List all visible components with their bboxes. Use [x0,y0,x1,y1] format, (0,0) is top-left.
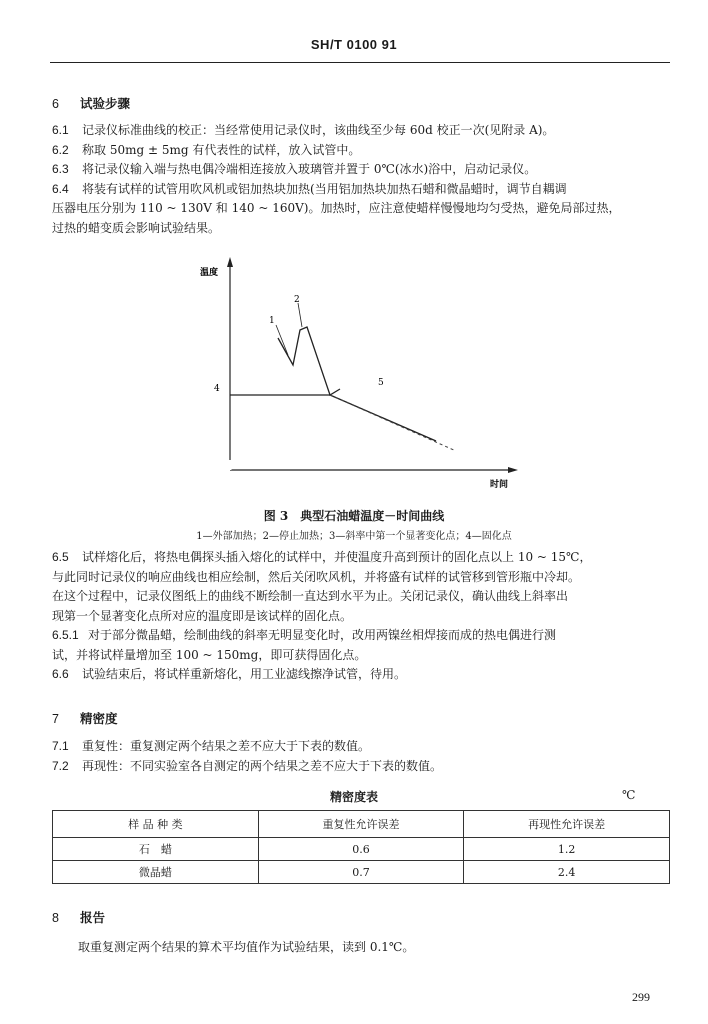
table-header-cell: 再现性允许误差 [464,811,670,838]
clause-number: 7.2 [52,758,69,773]
label-2-leader [298,303,302,327]
clause-text: 重复性：重复测定两个结果之差不应大于下表的数值。 [82,739,371,753]
table-title: 精密度表 [329,790,378,804]
page-number: 299 [632,990,650,1004]
table-row [53,838,670,861]
clause-6-5-1 [52,626,670,665]
clause-text: 对于部分微晶蜡，绘制曲线的斜率无明显变化时，改用两镍丝相焊接而成的热电偶进行测 [88,628,557,642]
clause-6-5 [52,548,670,626]
x-axis-label: 时间 [490,480,509,490]
label-1-leader [276,325,288,355]
temperature-time-figure [190,255,530,495]
slope-extension-line [330,395,456,451]
clause-text: 在这个过程中，记录仪图纸上的曲线不断绘制一直达到水平为止。关闭记录仪，确认曲线上斜率出 [52,589,569,603]
clause-text: 将记录仪输入端与热电偶冷端相连接放入玻璃管并置于 0℃(冰水)浴中，启动记录仪。 [82,162,537,176]
section-6-body [52,121,670,238]
clause-text: 与此同时记录仪的响应曲线也相应绘制，然后关闭吹风机，并将盛有试样的试管移到管形瓶中冷却。 [52,569,581,584]
header-rule [50,62,670,63]
clause-6-1 [52,121,670,141]
point-label-1: 1 [269,316,275,326]
clause-number: 6.5 [52,550,69,564]
clause-number: 6.2 [52,142,69,157]
figure-legend: 1—外部加热；2—停止加热；3—斜率中第一个显著变化点；4—固化点 [196,531,512,542]
section-number: 6 [52,97,59,111]
table-cell: 石 蜡 [53,838,259,861]
table-cell: 微晶蜡 [53,861,259,884]
table-cell: 0.6 [258,838,464,861]
clause-number: 6.1 [52,123,69,137]
clause-text: 过热的蜡变质会影响试验结果。 [52,220,221,235]
table-cell: 1.2 [464,838,670,861]
clause-text: 试验结束后，将试样重新熔化，用工业滤线擦净试管，待用。 [82,667,407,681]
clause-7-1 [52,737,670,757]
section-number: 8 [52,911,59,925]
clause-text: 试，并将试样量增加至 100 ~ 150mg，即可获得固化点。 [52,647,367,662]
table-cell: 0.7 [258,861,464,884]
temperature-curve-tail [330,395,436,441]
clause-text: 称取 50mg ± 5mg 有代表性的试样，放入试管中。 [82,142,361,157]
clause-6-4 [52,180,670,239]
table-header-cell: 重复性允许误差 [258,811,464,838]
point-label-4: 4 [214,384,220,394]
table-cell: 2.4 [464,861,670,884]
clause-text: 试样熔化后，将热电偶探头插入熔化的试样中，并使温度升高到预计的固化点以上 10 ~ 15℃， [82,550,592,564]
section-title: 报告 [80,910,106,925]
clause-number: 7.1 [52,739,69,753]
clause-number: 6.4 [52,181,69,196]
temperature-curve [278,327,340,395]
section-8-heading [52,908,105,926]
section-title: 精密度 [80,711,118,726]
x-axis-arrow [508,467,518,473]
table-unit: ℃ [622,788,636,802]
clause-text: 将装有试样的试管用吹风机或铝加热块加热(当用铝加热块加热石蜡和微晶蜡时，调节自耦调 [82,181,567,196]
point-label-5: 5 [378,378,384,388]
clause-number: 6.5.1 [52,628,79,642]
standard-code-header: SH/T 0100 91 [310,37,398,52]
section-6-heading [52,94,130,112]
section-7-body [52,737,670,776]
clause-text: 再现性：不同实验室各自测定的两个结果之差不应大于下表的数值。 [82,758,443,773]
y-axis-label: 温度 [200,268,219,278]
clause-text: 压器电压分别为 110 ~ 130V 和 140 ~ 160V)。加热时，应注意使蜡样慢慢地均匀受热，避免局部过热， [52,201,621,215]
table-row [53,861,670,884]
section-7-heading [52,709,118,727]
precision-table [52,810,670,884]
clause-7-2 [52,757,670,777]
table-header-cell: 样 品 种 类 [53,811,259,838]
clause-text: 记录仪标准曲线的校正：当经常使用记录仪时，该曲线至少每 60d 校正一次(见附录 A)。 [82,123,555,137]
clause-6-6 [52,665,670,685]
section-number: 7 [52,712,59,726]
table-header-row [53,811,670,838]
section-8-body: 取重复测定两个结果的算术平均值作为试验结果，读到 0.1℃。 [78,940,415,954]
clause-6-2 [52,141,670,161]
figure-caption: 图 3 典型石油蜡温度－时间曲线 [263,509,445,523]
clause-number: 6.6 [52,667,69,681]
section-title: 试验步骤 [80,96,131,111]
point-label-2: 2 [294,295,300,305]
y-axis-arrow [227,257,233,267]
clause-6-3 [52,160,670,180]
clause-number: 6.3 [52,162,69,176]
section-6-continued [52,548,670,685]
clause-text: 现第一个显著变化点所对应的温度即是该试样的固化点。 [52,608,353,623]
